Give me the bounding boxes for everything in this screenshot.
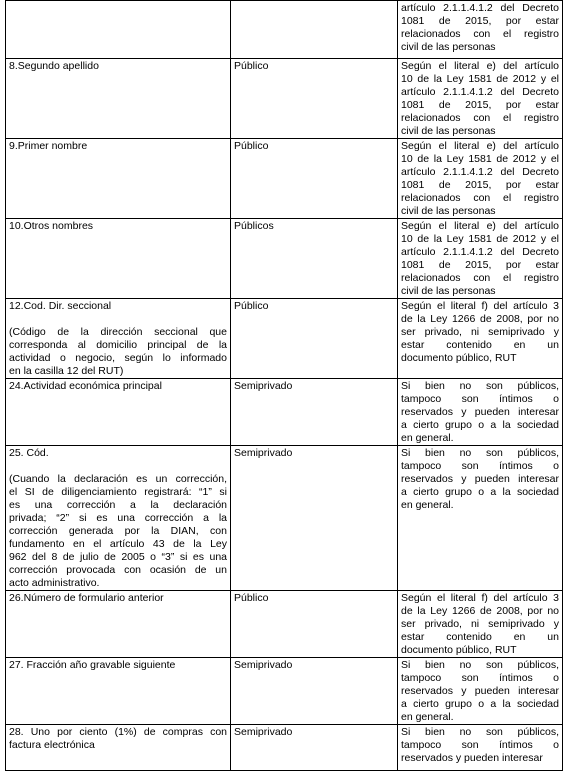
legal-basis-cell <box>398 658 563 725</box>
legal-basis-line: civil de las personas <box>401 41 496 53</box>
legal-basis-line: tampoco son íntimos o <box>401 393 559 405</box>
legal-basis-cell <box>398 139 563 219</box>
field-note-line: fundamento en el artículo 43 de la Ley <box>9 538 227 550</box>
field-note-line: corrección provocada con ocasión de un <box>9 564 227 576</box>
legal-basis-line: ser privado, ni semiprivado y <box>401 618 559 630</box>
legal-basis-line: ser privado, ni semiprivado y <box>401 326 559 338</box>
legal-basis-line: 1081 de 2015, por estar <box>401 259 559 271</box>
legal-basis-line: civil de las personas <box>401 285 496 297</box>
table-row <box>6 725 563 771</box>
legal-basis-line: Según el literal e) del artículo <box>401 60 559 72</box>
table-row <box>6 219 563 299</box>
table-row <box>6 1 563 59</box>
legal-basis-line: a cierto grupo o a la sociedad <box>401 419 559 431</box>
legal-basis-cell <box>398 219 563 299</box>
field-note-line: actividad o negocio, según lo informado <box>9 352 227 364</box>
field-cell <box>6 1 231 59</box>
legal-basis-line: artículo 2.1.1.4.1.2 del Decreto <box>401 2 559 14</box>
classification-label: Semiprivado <box>234 659 293 671</box>
legal-basis-line: tampoco son íntimos o <box>401 460 559 472</box>
field-note-line: en la casilla 12 del RUT) <box>9 365 124 377</box>
legal-basis-line: documento público, RUT <box>401 352 517 364</box>
classification-label: Público <box>234 300 269 312</box>
legal-basis-line: en general. <box>401 711 454 723</box>
legal-basis-line: a cierto grupo o a la sociedad <box>401 698 559 710</box>
field-name: 8.Segundo apellido <box>9 60 99 72</box>
table-row <box>6 59 563 139</box>
legal-basis-line: Según el literal e) del artículo <box>401 220 559 232</box>
legal-basis-line: 10 de la Ley 1581 de 2012 y el <box>401 233 559 245</box>
classification-label: Semiprivado <box>234 380 293 392</box>
field-cell <box>6 379 231 446</box>
field-note-line: acto administrativo. <box>9 577 100 589</box>
classification-label: Públicos <box>234 220 274 232</box>
field-note-line: el SI de diligenciamiento registrará: “1” si <box>9 486 227 498</box>
field-note-line: es una corrección a la declaración <box>9 499 227 511</box>
legal-basis-line: de la Ley 1266 de 2008, por no <box>401 313 559 325</box>
field-cell <box>6 139 231 219</box>
legal-basis-line: 10 de la Ley 1581 de 2012 y el <box>401 73 559 85</box>
legal-basis-line: artículo 2.1.1.4.1.2 del Decreto <box>401 246 559 258</box>
legal-basis-cell <box>398 725 563 771</box>
table-row <box>6 446 563 591</box>
legal-basis-line: estar contenido en un <box>401 339 559 351</box>
table-row <box>6 658 563 725</box>
legal-basis-line: reservados y pueden interesar <box>401 473 559 485</box>
legal-basis-line: reservados y pueden interesar <box>401 752 543 764</box>
legal-basis-line: 1081 de 2015, por estar <box>401 179 559 191</box>
field-name: 10.Otros nombres <box>9 220 94 232</box>
classification-cell <box>231 1 398 59</box>
field-cell <box>6 446 231 591</box>
field-cell <box>6 725 231 771</box>
classification-label: Público <box>234 592 269 604</box>
legal-basis-line: Si bien no son públicos, <box>401 380 559 392</box>
classification-cell <box>231 299 398 379</box>
data-classification-table <box>5 0 563 771</box>
legal-basis-line: civil de las personas <box>401 125 496 137</box>
legal-basis-line: relacionados con el registro <box>401 28 559 40</box>
legal-basis-line: en general. <box>401 499 454 511</box>
legal-basis-line: relacionados con el registro <box>401 192 559 204</box>
field-note-line: 962 del 8 de julio de 2005 o “3” si es una <box>9 551 227 563</box>
legal-basis-line: artículo 2.1.1.4.1.2 del Decreto <box>401 86 559 98</box>
field-note <box>9 473 227 590</box>
legal-basis-cell <box>398 1 563 59</box>
field-note-line: corresponda al domicilio principal de la <box>9 339 227 351</box>
legal-basis-line: civil de las personas <box>401 205 496 217</box>
legal-basis-line: 1081 de 2015, por estar <box>401 99 559 111</box>
table-body <box>6 1 563 771</box>
field-cell <box>6 299 231 379</box>
legal-basis-line: reservados y pueden interesar <box>401 406 559 418</box>
field-name: 24.Actividad económica principal <box>9 380 162 392</box>
legal-basis-line: a cierto grupo o a la sociedad <box>401 486 559 498</box>
field-cell <box>6 219 231 299</box>
classification-cell <box>231 139 398 219</box>
field-name: 12.Cod. Dir. seccional <box>9 300 112 312</box>
legal-basis-line: reservados y pueden interesar <box>401 685 559 697</box>
legal-basis-line: tampoco son íntimos o <box>401 672 559 684</box>
legal-basis-line: 10 de la Ley 1581 de 2012 y el <box>401 153 559 165</box>
classification-cell <box>231 725 398 771</box>
legal-basis-line: de la Ley 1266 de 2008, por no <box>401 605 559 617</box>
legal-basis-line: estar contenido en un <box>401 631 559 643</box>
classification-cell <box>231 658 398 725</box>
classification-cell <box>231 219 398 299</box>
field-name: 26.Número de formulario anterior <box>9 592 164 604</box>
classification-cell <box>231 59 398 139</box>
field-note-line: corrección generada por la DIAN, con <box>9 525 227 537</box>
field-name: 9.Primer nombre <box>9 140 88 152</box>
table-row <box>6 299 563 379</box>
legal-basis-line: Según el literal f) del artículo 3 <box>401 300 559 312</box>
field-name: 25. Cód. <box>9 447 49 459</box>
legal-basis-cell <box>398 379 563 446</box>
legal-basis-line: relacionados con el registro <box>401 272 559 284</box>
table-row <box>6 379 563 446</box>
classification-label: Semiprivado <box>234 726 293 738</box>
table-row <box>6 139 563 219</box>
classification-cell <box>231 379 398 446</box>
legal-basis-cell <box>398 59 563 139</box>
classification-cell <box>231 591 398 658</box>
legal-basis-line: artículo 2.1.1.4.1.2 del Decreto <box>401 166 559 178</box>
legal-basis-line: Según el literal f) del artículo 3 <box>401 592 559 604</box>
legal-basis-line: Si bien no son públicos, <box>401 659 559 671</box>
field-note-line: (Cuando la declaración es un corrección, <box>9 473 227 485</box>
legal-basis-line: documento público, RUT <box>401 644 517 656</box>
field-cell <box>6 59 231 139</box>
field-note <box>9 326 227 378</box>
legal-basis-line: Si bien no son públicos, <box>401 447 559 459</box>
field-note-line: privada; “2” si es una corrección a la <box>9 512 227 524</box>
field-cell <box>6 591 231 658</box>
legal-basis-cell <box>398 299 563 379</box>
field-name: 27. Fracción año gravable siguiente <box>9 659 176 671</box>
classification-label: Semiprivado <box>234 447 293 459</box>
classification-label: Público <box>234 60 269 72</box>
legal-basis-line: 1081 de 2015, por estar <box>401 15 559 27</box>
classification-cell <box>231 446 398 591</box>
table-row <box>6 591 563 658</box>
legal-basis-line: tampoco son íntimos o <box>401 739 559 751</box>
field-note-line: (Código de la dirección seccional que <box>9 326 227 338</box>
legal-basis-cell <box>398 446 563 591</box>
legal-basis-line: Si bien no son públicos, <box>401 726 559 738</box>
classification-label: Público <box>234 140 269 152</box>
field-cell <box>6 658 231 725</box>
legal-basis-line: relacionados con el registro <box>401 112 559 124</box>
legal-basis-line: Según el literal e) del artículo <box>401 140 559 152</box>
legal-basis-line: en general. <box>401 432 454 444</box>
field-name: 28. Uno por ciento (1%) de compras con factura electrónica <box>9 726 227 751</box>
legal-basis-cell <box>398 591 563 658</box>
